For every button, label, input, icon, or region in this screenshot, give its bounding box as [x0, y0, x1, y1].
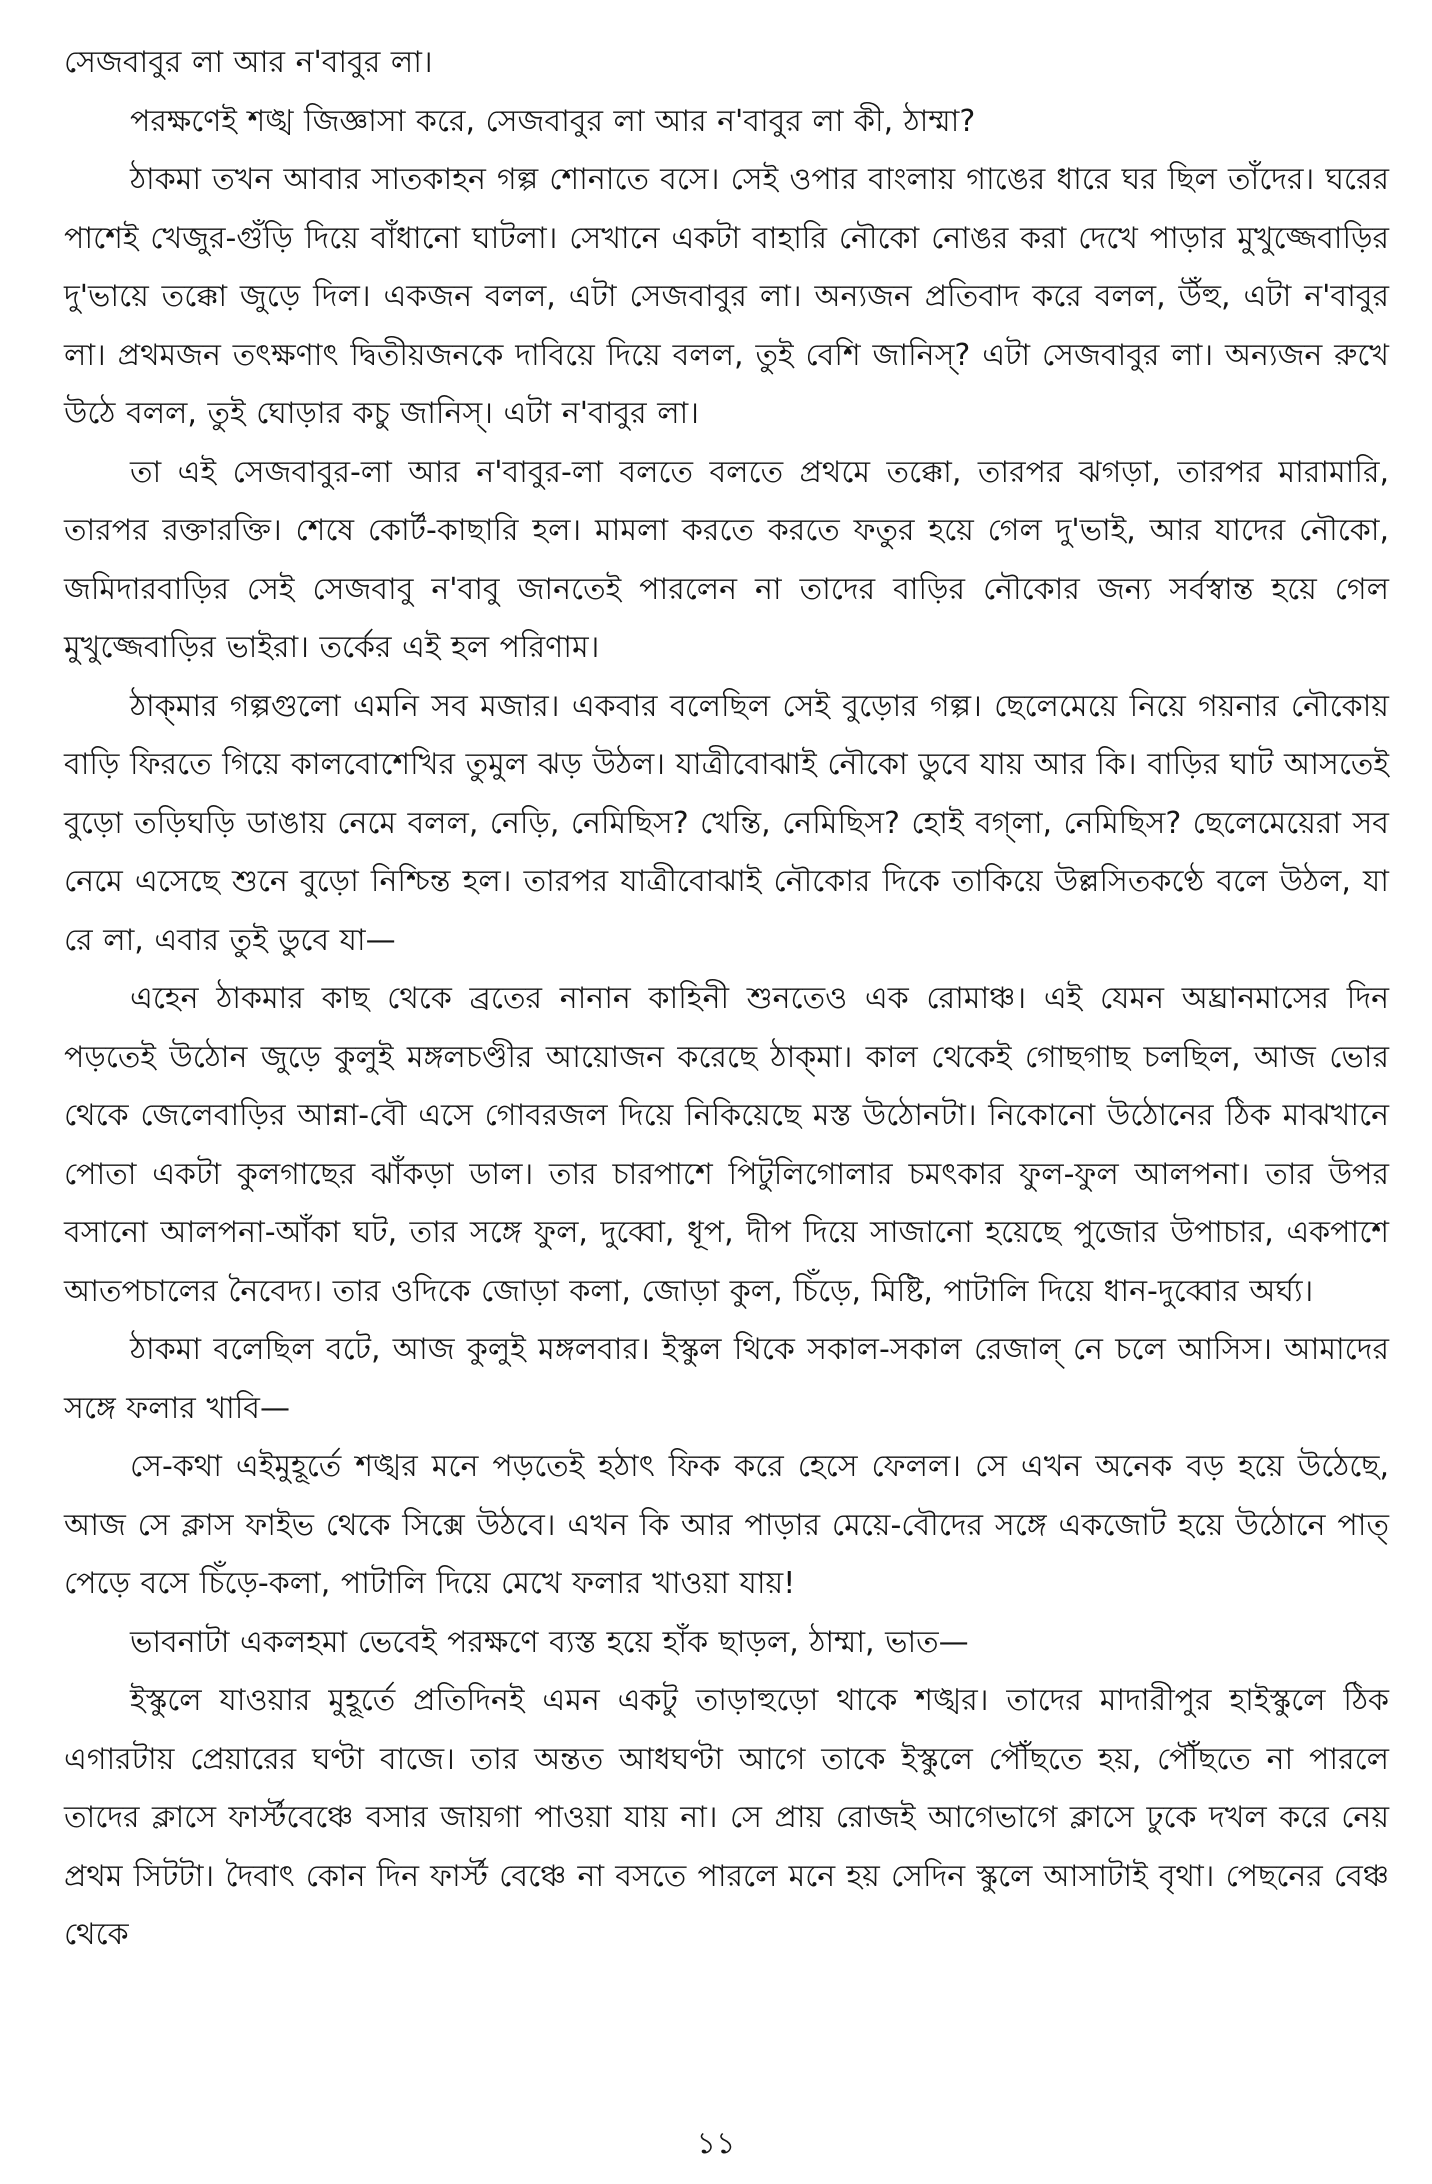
- paragraph-6: এহেন ঠাকমার কাছ থেকে ব্রতের নানান কাহিনী শুনতেও এক রোমাঞ্চ। এই যেমন অঘ্রানমাসের দিন পড়তেই উঠোন জুড়ে কুলুই মঙ্গলচণ্ডীর আয়োজন করেছে ঠাক্‌মা। কাল থেকেই গোছগাছ চলছিল, আজ ভোর থেকে জেলেবাড়ির আন্না-বৌ এসে গোবরজল দিয়ে নিকিয়েছে মস্ত উঠোনটা। নিকোনো উঠোনের ঠিক মাঝখানে পোতা একটা কুলগাছের ঝাঁকড়া ডাল। তার চারপাশে পিটুলিগোলার চমৎকার ফুল-ফুল আলপনা। তার উপর বসানো আলপনা-আঁকা ঘট, তার সঙ্গে ফুল, দুব্বো, ধূপ, দীপ দিয়ে সাজানো হয়েছে পুজোর উপাচার, একপাশে আতপচালের নৈবেদ্য। তার ওদিকে জোড়া কলা, জোড়া কুল, চিঁড়ে, মিষ্টি, পাটালি দিয়ে ধান-দুব্বোর অর্ঘ্য।: [64, 981, 1389, 1309]
- page-body: [64, 34, 1389, 2084]
- paragraph-8: সে-কথা এইমুহূর্তে শঙ্খর মনে পড়তেই হঠাৎ ফিক করে হেসে ফেলল। সে এখন অনেক বড় হয়ে উঠেছে, আজ সে ক্লাস ফাইভ থেকে সিক্সে উঠবে। এখন কি আর পাড়ার মেয়ে-বৌদের সঙ্গে একজোট হয়ে উঠোনে পাত্ পেড়ে বসে চিঁড়ে-কলা, পাটালি দিয়ে মেখে ফলার খাওয়া যায়!: [64, 1449, 1389, 1601]
- paragraph-3: ঠাকমা তখন আবার সাতকাহন গল্প শোনাতে বসে। সেই ওপার বাংলায় গাঙের ধারে ঘর ছিল তাঁদের। ঘরের পাশেই খেজুর-গুঁড়ি দিয়ে বাঁধানো ঘাটলা। সেখানে একটা বাহারি নৌকো নোঙর করা দেখে পাড়ার মুখুজ্জেবাড়ির দু'ভায়ে তক্কো জুড়ে দিল। একজন বলল, এটা সেজবাবুর লা। অন্যজন প্রতিবাদ করে বলল, উঁহু, এটা ন'বাবুর লা। প্রথমজন তৎক্ষণাৎ দ্বিতীয়জনকে দাবিয়ে দিয়ে বলল, তুই বেশি জানিস্? এটা সেজবাবুর লা। অন্যজন রুখে উঠে বলল, তুই ঘোড়ার কচু জানিস্। এটা ন'বাবুর লা।: [64, 162, 1389, 431]
- paragraph-10: ইস্কুলে যাওয়ার মুহূর্তে প্রতিদিনই এমন একটু তাড়াহুড়ো থাকে শঙ্খর। তাদের মাদারীপুর হাইস্কুলে ঠিক এগারটায় প্রেয়ারের ঘণ্টা বাজে। তার অন্তত আধঘণ্টা আগে তাকে ইস্কুলে পৌঁছতে হয়, পৌঁছতে না পারলে তাদের ক্লাসে ফার্স্টবেঞ্চে বসার জায়গা পাওয়া যায় না। সে প্রায় রোজই আগেভাগে ক্লাসে ঢুকে দখল করে নেয় প্রথম সিটটা। দৈবাৎ কোন দিন ফার্স্ট বেঞ্চে না বসতে পারলে মনে হয় সেদিন স্কুলে আসাটাই বৃথা। পেছনের বেঞ্চ থেকে: [64, 1683, 1389, 1952]
- page-number: ১১: [696, 2126, 736, 2161]
- paragraph-1: সেজবাবুর লা আর ন'বাবুর লা।: [64, 45, 433, 80]
- paragraph-4: তা এই সেজবাবুর-লা আর ন'বাবুর-লা বলতে বলতে প্রথমে তক্কো, তারপর ঝগড়া, তারপর মারামারি, তারপর রক্তারক্তি। শেষে কোর্ট-কাছারি হল। মামলা করতে করতে ফতুর হয়ে গেল দু'ভাই, আর যাদের নৌকো, জমিদারবাড়ির সেই সেজবাবু ন'বাবু জানতেই পারলেন না তাদের বাড়ির নৌকোর জন্য সর্বস্বান্ত হয়ে গেল মুখুজ্জেবাড়ির ভাইরা। তর্কের এই হল পরিণাম।: [64, 454, 1389, 665]
- paragraph-5: ঠাক্‌মার গল্পগুলো এমনি সব মজার। একবার বলেছিল সেই বুড়োর গল্প। ছেলেমেয়ে নিয়ে গয়নার নৌকোয় বাড়ি ফিরতে গিয়ে কালবোশেখির তুমুল ঝড় উঠল। যাত্রীবোঝাই নৌকো ডুবে যায় আর কি। বাড়ির ঘাট আসতেই বুড়ো তড়িঘড়ি ডাঙায় নেমে বলল, নেড়ি, নেমিছিস? খেন্তি, নেমিছিস? হোই বগ্‌লা, নেমিছিস? ছেলেমেয়েরা সব নেমে এসেছে শুনে বুড়ো নিশ্চিন্ত হল। তারপর যাত্রীবোঝাই নৌকোর দিকে তাকিয়ে উল্লসিতকণ্ঠে বলে উঠল, যা রে লা, এবার তুই ডুবে যা—: [64, 688, 1389, 958]
- paragraph-7: ঠাকমা বলেছিল বটে, আজ কুলুই মঙ্গলবার। ইস্কুল থিকে সকাল-সকাল রেজাল্ নে চলে আসিস। আমাদের সঙ্গে ফলার খাবি—: [64, 1332, 1389, 1426]
- paragraph-2: পরক্ষণেই শঙ্খ জিজ্ঞাসা করে, সেজবাবুর লা আর ন'বাবুর লা কী, ঠাম্মা?: [130, 103, 976, 139]
- paragraph-9: ভাবনাটা একলহমা ভেবেই পরক্ষণে ব্যস্ত হয়ে হাঁক ছাড়ল, ঠাম্মা, ভাত—: [130, 1624, 969, 1660]
